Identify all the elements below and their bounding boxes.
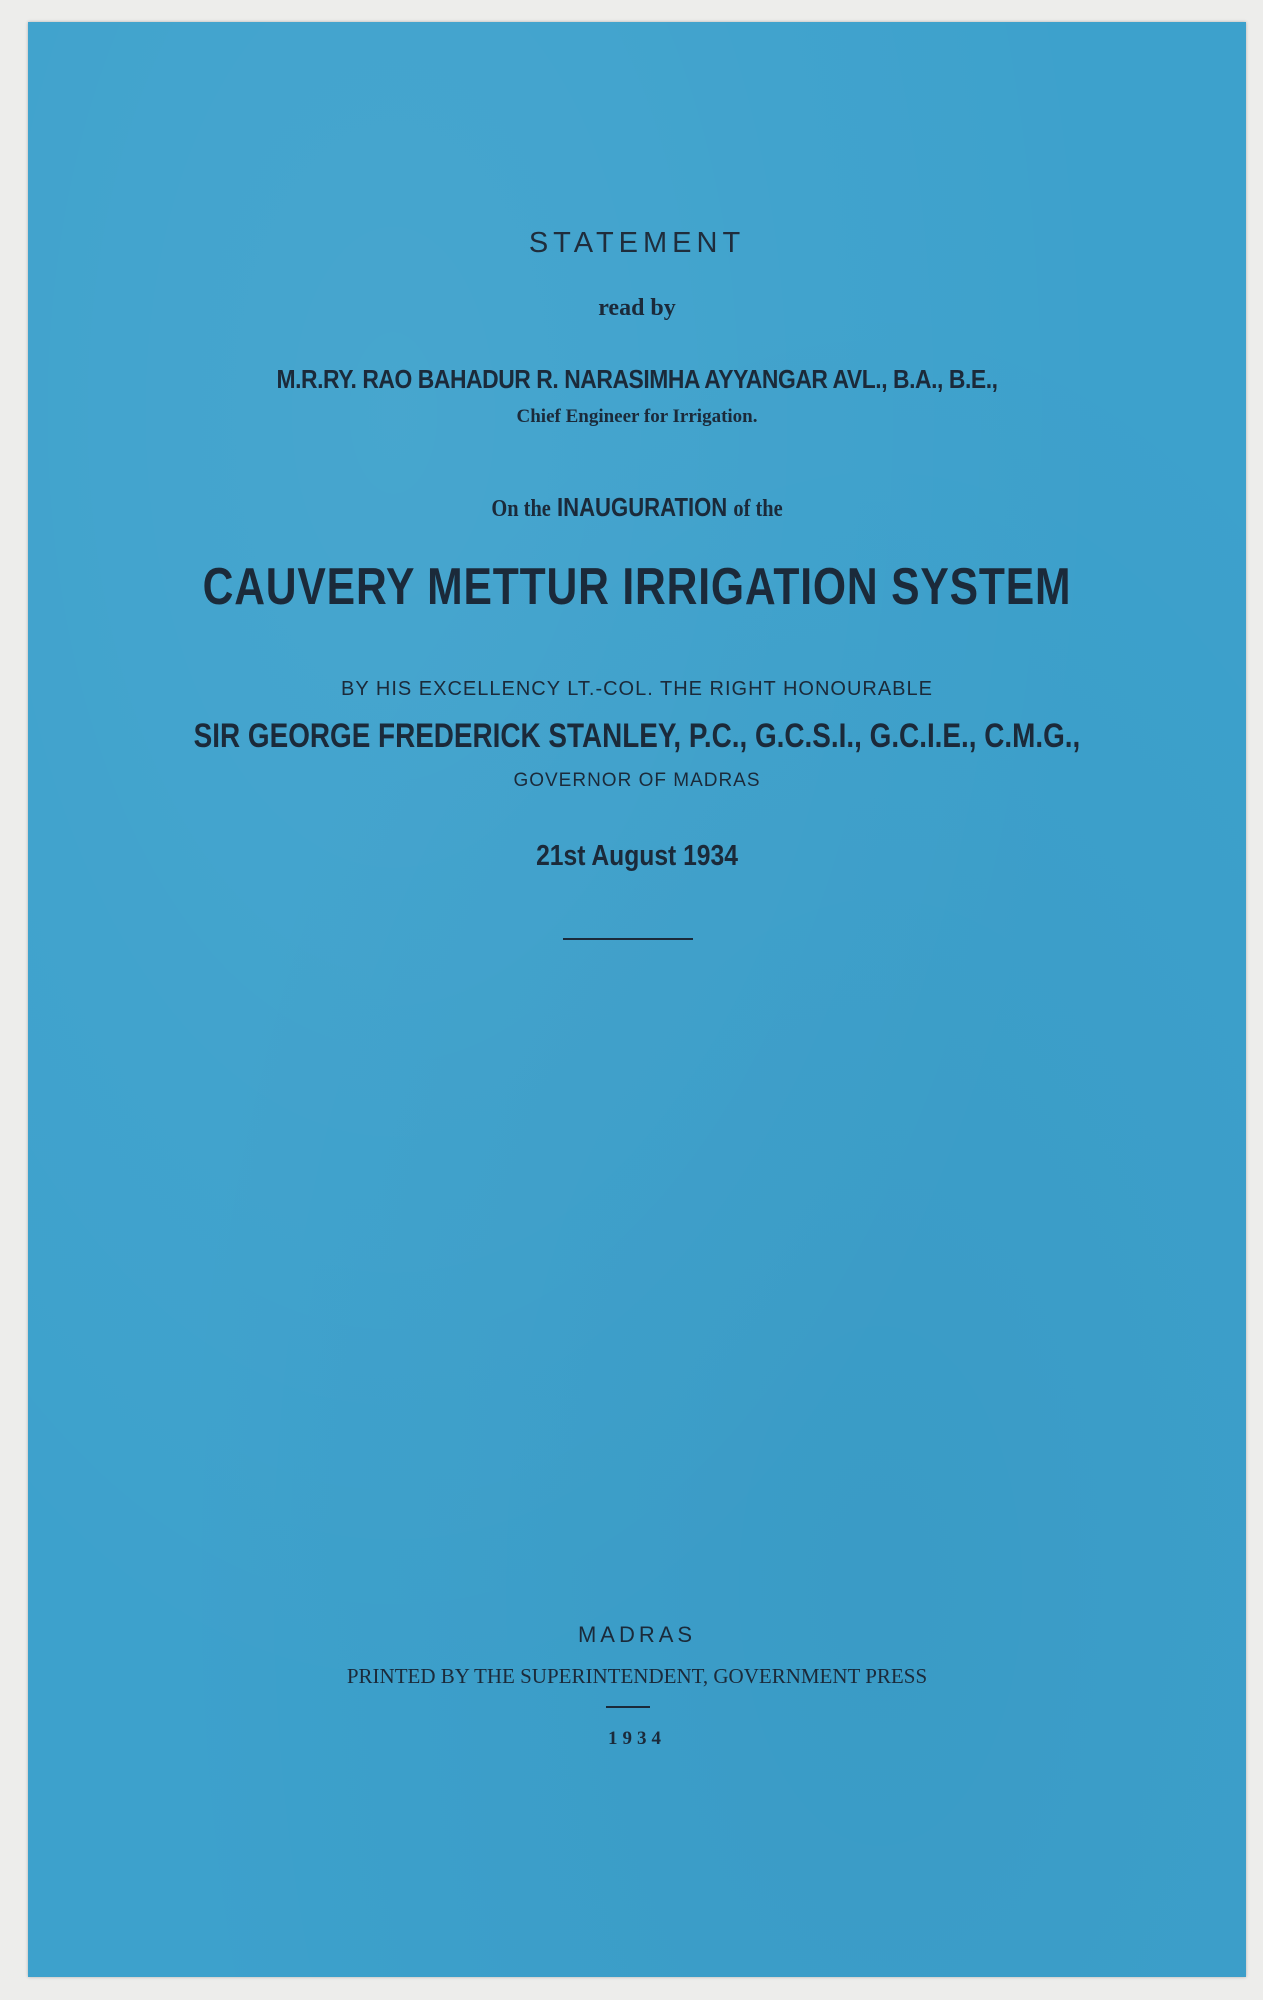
imprint-printer: PRINTED BY THE SUPERINTENDENT, GOVERNMENT PRESS <box>346 1664 928 1688</box>
inauguration-word: INAUGURATION <box>556 492 728 522</box>
divider-rule <box>563 938 693 940</box>
imprint-place: MADRAS <box>577 1622 697 1647</box>
imprint-divider-rule <box>606 1706 650 1708</box>
inauguration-prefix: On the <box>491 496 551 522</box>
author-role: Chief Engineer for Irrigation. <box>516 406 758 427</box>
imprint-year: 1934 <box>608 1728 666 1749</box>
by-line: BY HIS EXCELLENCY LT.-COL. THE RIGHT HONOURABLE <box>341 678 933 700</box>
system-title: CAUVERY METTUR IRRIGATION SYSTEM <box>202 558 1072 616</box>
author-name: M.R.RY. RAO BAHADUR R. NARASIMHA AYYANGAR AVL., B.A., B.E., <box>276 364 998 394</box>
inauguration-date: 21st August 1934 <box>536 840 738 872</box>
read-by-label: read by <box>598 295 676 321</box>
document-type-heading: STATEMENT <box>528 227 746 259</box>
governor-name: SIR GEORGE FREDERICK STANLEY, P.C., G.C.S.I., G.C.I.E., C.M.G., <box>193 717 1081 755</box>
governor-title: GOVERNOR OF MADRAS <box>513 770 761 791</box>
inauguration-line <box>119 492 1154 523</box>
booklet-cover <box>28 22 1246 1977</box>
inauguration-suffix: of the <box>733 496 783 522</box>
